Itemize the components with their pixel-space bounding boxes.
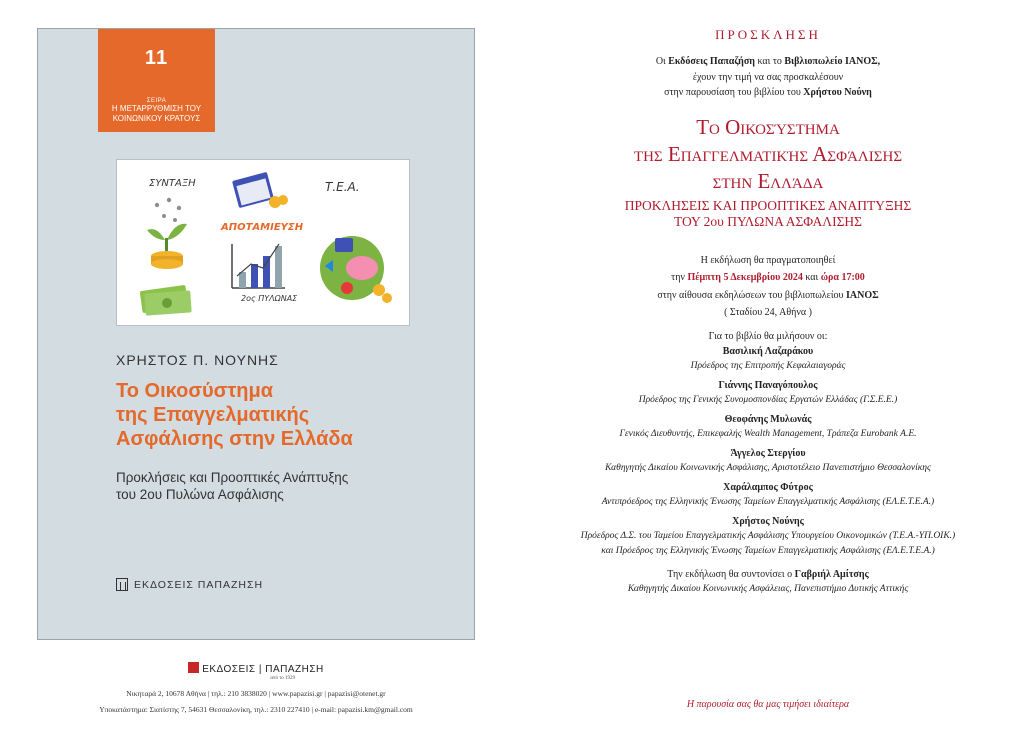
speaker-name: Χρήστος Νούνης (732, 515, 804, 527)
coordinator-pre: Την εκδήλωση θα συντονίσει ο (667, 568, 795, 580)
intro-line-2: έχουν την τιμή να σας προσκαλέσουν (692, 71, 844, 83)
speaker-role: Πρόεδρος της Επιτροπής Κεφαλαιαγοράς (690, 360, 846, 371)
drops-icon (155, 198, 181, 222)
illus-label-syntaxi: ΣΥΝΤΑΞΗ (149, 178, 196, 189)
illustration-drawing (117, 160, 409, 325)
calendar-icon (232, 172, 288, 208)
cover-author: ΧΡΗΣΤΟΣ Π. ΝΟΥΝΗΣ (116, 352, 279, 368)
event-line-2 (512, 269, 1024, 287)
invitation-title (512, 114, 1024, 195)
publisher-logo-square-icon (188, 662, 199, 673)
footer-address-2: Υποκατάστημα: Σιατίστης 7, 54631 Θεσσαλονίκη, τηλ.: 2310 227410 | e-mail: papazisi.km@gmail.com (99, 705, 413, 714)
intro-pre: Οι (655, 56, 669, 67)
cover-illustration (116, 159, 410, 326)
event-address: ( Σταδίου 24, Αθήνα ) (724, 307, 812, 318)
speaker (512, 446, 1024, 476)
invitation-title-line-3: στην Ελλάδα (712, 168, 824, 193)
intro-mid: και το (754, 56, 785, 67)
coordinator-role: Καθηγητής Δικαίου Κοινωνικής Ασφάλειας, Πανεπιστήμιο Δυτικής Αττικής (627, 583, 909, 594)
closing-line: Η παρουσία σας θα μας τιμήσει ιδιαίτερα (686, 699, 850, 710)
bar-chart-icon (232, 244, 285, 288)
cover-title-line-2: της Επαγγελματικής (116, 404, 310, 426)
plant-coins-icon (147, 224, 187, 269)
speaker-name: Χαράλαμπος Φύτρος (723, 481, 813, 493)
series-box (98, 29, 215, 132)
cover-title-line-3: Ασφάλισης στην Ελλάδα (116, 428, 353, 450)
speaker (512, 480, 1024, 510)
coordinator-line (512, 567, 1024, 582)
speaker (512, 514, 1024, 559)
illus-label-pylonas: 2ος ΠΥΛΩΝΑΣ (241, 294, 298, 303)
footer-logo (0, 662, 512, 675)
speaker-name: Θεοφάνης Μυλωνάς (724, 413, 812, 425)
invitation-heading: ΠΡΟΣΚΛΗΣΗ (715, 27, 821, 42)
publisher-logo-icon (116, 578, 128, 591)
event-line-3 (512, 287, 1024, 305)
cover-subtitle (116, 469, 456, 503)
footer-logo-text: ΕΚΔΟΣΕΙΣ | ΠΑΠΑΖΗΣΗ (202, 664, 324, 675)
cover-publisher-name: ΕΚΔΟΣΕΙΣ ΠΑΠΑΖΗΣΗ (134, 578, 264, 591)
series-title-line-1: Η ΜΕΤΑΡΡΥΘΜΙΣΗ ΤΟΥ (111, 104, 202, 113)
intro-publisher: Εκδόσεις Παπαζήση (668, 56, 755, 67)
speakers-intro: Για το βιβλίο θα μιλήσουν οι: (708, 330, 828, 342)
illus-label-apotamieusi: ΑΠΟΤΑΜΙΕΥΣΗ (221, 222, 304, 233)
series-number: 11 (144, 47, 169, 69)
intro-line-1 (512, 54, 1024, 70)
piggy-bank-icon (320, 236, 392, 303)
speaker-role: Πρόεδρος της Γενικής Συνομοσπονδίας Εργατών Ελλάδας (Γ.Σ.Ε.Ε.) (638, 394, 898, 405)
intro-line-3 (512, 85, 1024, 101)
speakers-list (512, 344, 1024, 559)
illus-label-tea: Τ.Ε.Α. (325, 180, 360, 194)
footer-address-1: Νικηταρά 2, 10678 Αθήνα | τηλ.: 210 3838020 | www.papazisi.gr | papazisi@otenet.gr (126, 689, 386, 698)
speaker-name: Γιάννης Παναγόπουλος (718, 379, 818, 391)
coordinator (512, 567, 1024, 597)
event-pre: την (671, 272, 688, 283)
invitation (512, 0, 1024, 710)
cover-publisher (116, 578, 263, 591)
speaker-role: Καθηγητής Δικαίου Κοινωνικής Ασφάλισης, Αριστοτέλειο Πανεπιστήμιο Θεσσαλονίκης (605, 462, 931, 473)
cover-subtitle-line-2: του 2ου Πυλώνα Ασφάλισης (116, 487, 284, 502)
intro-bookstore: Βιβλιοπωλείο ΙΑΝΟΣ (784, 56, 878, 67)
intro-line-3-pre: στην παρουσίαση του βιβλίου του (664, 87, 804, 98)
series-label: ΣΕΙΡΑ (146, 98, 167, 104)
cover-title (116, 379, 456, 451)
money-icon (140, 285, 192, 316)
cover-title-line-1: Το Οικοσύστημα (116, 380, 274, 402)
event-mid: και (802, 272, 821, 283)
invitation-title-line-2: της Επαγγελματικής Ασφάλισης (633, 141, 903, 166)
speaker-name: Άγγελος Στεργίου (730, 447, 806, 459)
speaker-name: Βασιλική Λαζαράκου (722, 345, 814, 357)
event-line-3-pre: στην αίθουσα εκδηλώσεων του βιβλιοπωλείου (657, 289, 846, 301)
intro-author: Χρήστου Νούνη (803, 87, 872, 98)
invitation-subtitle-line-2: ΤΟΥ 2ου ΠΥΛΩΝΑ ΑΣΦΑΛΙΣΗΣ (673, 213, 863, 229)
speaker-role: Γενικός Διευθυντής, Επικεφαλής Wealth Management, Τράπεζα Eurobank Α.Ε. (619, 428, 917, 439)
speaker-role-line-2: και Πρόεδρος της Ελληνικής Ένωσης Ταμείων Επαγγελματικής Ασφάλισης (ΕΛ.Ε.Τ.Ε.Α.) (601, 545, 935, 556)
speaker (512, 344, 1024, 374)
intro-comma: , (877, 56, 881, 67)
invitation-subtitle (512, 198, 1024, 230)
speaker (512, 412, 1024, 442)
invitation-title-line-1: Το Οικοσύστημα (696, 114, 840, 139)
series-title-line-2: ΚΟΙΝΩΝΙΚΟΥ ΚΡΑΤΟΥΣ (112, 114, 201, 123)
event-details (512, 252, 1024, 322)
event-venue: ΙΑΝΟΣ (845, 289, 879, 301)
event-date: Πέμπτη 5 Δεκεμβρίου 2024 (687, 272, 803, 283)
speaker-role: Πρόεδρος Δ.Σ. του Ταμείου Επαγγελματικής Ασφάλισης Υπουργείου Οικονομικών (Τ.Ε.Α.-ΥΠ.ΟΙΚ.) (580, 530, 956, 541)
coordinator-name: Γαβριήλ Αμίτσης (794, 568, 869, 580)
speaker-role: Αντιπρόεδρος της Ελληνικής Ένωσης Ταμείων Επαγγελματικής Ασφάλισης (ΕΛ.Ε.Τ.Ε.Α.) (601, 496, 935, 507)
speaker (512, 378, 1024, 408)
invitation-intro (512, 54, 1024, 101)
event-time: ώρα 17:00 (820, 272, 865, 283)
event-line-1: Η εκδήλωση θα πραγματοποιηθεί (700, 254, 836, 266)
book-cover (37, 28, 475, 640)
cover-subtitle-line-1: Προκλήσεις και Προοπτικές Ανάπτυξης (116, 470, 349, 485)
footer-established: από το 1929 (270, 676, 295, 681)
invitation-subtitle-line-1: ΠΡΟΚΛΗΣΕΙΣ ΚΑΙ ΠΡΟΟΠΤΙΚΕΣ ΑΝΑΠΤΥΞΗΣ (624, 197, 912, 213)
